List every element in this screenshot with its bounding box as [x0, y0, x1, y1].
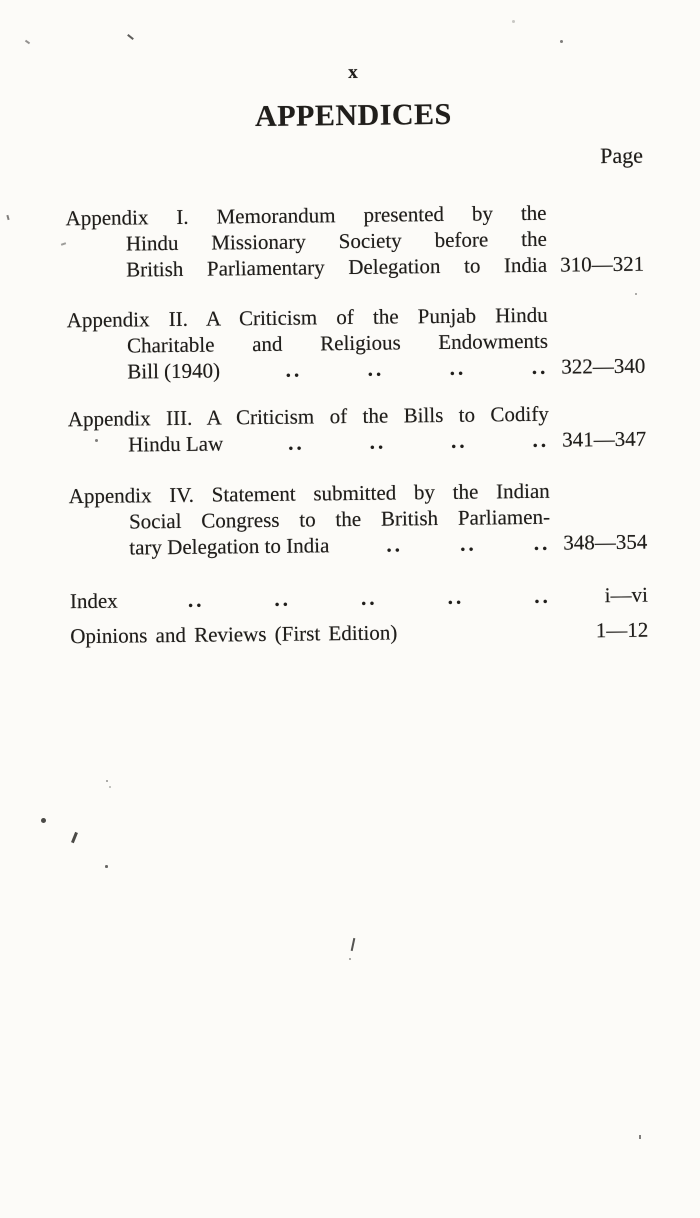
entry-line: Appendix IV. Statement submitted by the Indian [68, 478, 550, 509]
entry-text [65, 200, 547, 283]
dot-leader: .. [367, 356, 385, 381]
toc-entry-index [70, 582, 648, 615]
entry-line: Social Congress to the British Parliamen- [128, 504, 551, 534]
entry-text [68, 401, 550, 458]
dot-leader: .. [285, 357, 303, 382]
page-column-header: Page [599, 142, 644, 169]
dot-leader: .. [288, 430, 305, 455]
entry-text [70, 583, 551, 614]
entry-line-text: tary Delegation to India [129, 533, 330, 560]
entry-line-text: Index [69, 588, 118, 614]
toc-entry-appendix-3 [68, 400, 647, 459]
dot-leader: .. [534, 583, 551, 608]
dot-leader: .. [447, 584, 465, 609]
entry-line-text: Hindu Law [128, 431, 224, 457]
entry-line: Appendix III. A Criticism of the Bills to Codify [67, 401, 549, 432]
toc-entry-opinions-reviews [70, 617, 648, 650]
dot-leader: .. [459, 531, 477, 556]
entry-line [127, 354, 548, 385]
dot-leader: .. [369, 429, 387, 454]
entry-line-text: Bill (1940) [127, 358, 221, 384]
toc-entry-appendix-2 [67, 301, 646, 386]
page-range: 348—354 [563, 529, 648, 555]
entry-line [128, 427, 549, 458]
dot-leader: .. [533, 530, 551, 555]
entry-line: Appendix II. A Criticism of the Punjab Hindu [66, 302, 548, 333]
entry-text [70, 618, 551, 649]
dot-leader: .. [531, 354, 549, 379]
page-range: 310—321 [559, 251, 645, 277]
toc-entries [65, 199, 648, 650]
entry-line: Opinions and Reviews (First Edition) [70, 620, 398, 649]
entry-line [70, 583, 551, 614]
dot-leader: .. [386, 532, 404, 557]
dot-leader: .. [274, 586, 292, 611]
dot-leader: .. [532, 427, 550, 452]
dot-leader: .. [360, 585, 378, 610]
page-range: 322—340 [561, 353, 646, 379]
toc-entry-appendix-1 [65, 199, 644, 284]
page-range: i—vi [604, 582, 649, 608]
dot-leader: .. [450, 428, 468, 453]
entry-line: British Parliamentary Delegation to India [126, 252, 548, 282]
entry-line [129, 530, 550, 561]
entry-line: Appendix I. Memorandum presented by the [65, 200, 547, 231]
page-range: 341—347 [561, 426, 647, 452]
page-title: APPENDICES [254, 97, 452, 134]
dot-leader: .. [449, 355, 467, 380]
page-folio: x [348, 61, 358, 83]
page-range: 1—12 [595, 617, 649, 643]
dot-leader: .. [187, 587, 205, 612]
entry-line: Hindu Missionary Society before the [125, 226, 547, 256]
entry-line: Charitable and Religious Endowments [126, 328, 549, 358]
toc-entry-appendix-4 [69, 477, 648, 562]
entry-text [67, 302, 549, 385]
entry-text [69, 478, 551, 561]
